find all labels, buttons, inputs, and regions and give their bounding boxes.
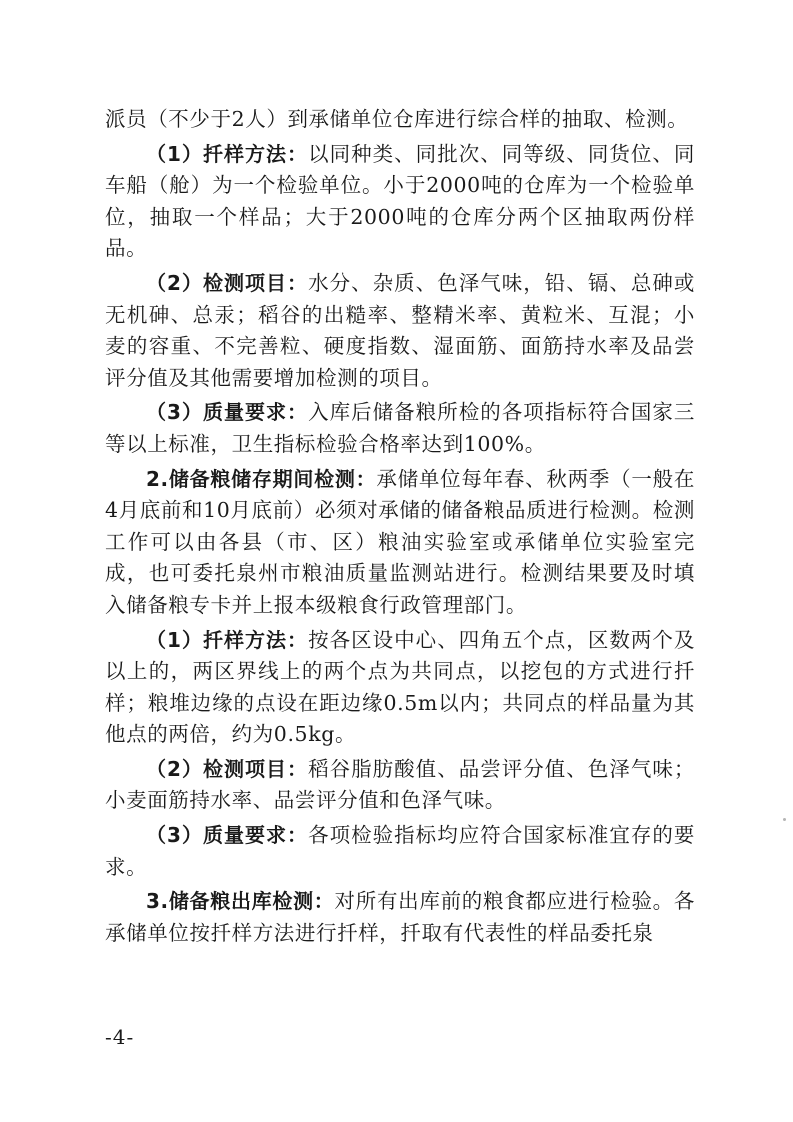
paragraph-text: 各项检验指标均应符合国家标准宜存的要求。 — [105, 823, 695, 879]
paragraph-lead: （3）质量要求： — [146, 400, 309, 425]
paragraph-3 — [105, 268, 695, 394]
paragraph-text: 对所有出库前的粮食都应进行检验。各承储单位按扦样方法进行扦样，扦取有代表性的样品委托泉 — [105, 889, 695, 945]
paragraph-6 — [105, 625, 695, 751]
paragraph-lead: （2）检测项目： — [146, 756, 309, 781]
paragraph-4 — [105, 397, 695, 460]
paragraph-lead: 3.储备粮出库检测： — [146, 889, 335, 914]
paragraph-text: 派员（不少于2人）到承储单位仓库进行综合样的抽取、检测。 — [105, 107, 689, 131]
page-number: -4- — [105, 1025, 135, 1049]
paragraph-text: 稻谷脂肪酸值、品尝评分值、色泽气味；小麦面筋持水率、品尝评分值和色泽气味。 — [105, 756, 695, 813]
paragraph-5 — [105, 464, 695, 622]
body-text — [105, 104, 695, 952]
paragraph-text: 按各区设中心、四角五个点，区数两个及以上的，两区界线上的两个点为共同点，以挖包的方式进行扦样；粮堆边缘的点设在距边缘0.5m以内；共同点的样品量为其他点的两倍，约为0.5kg。 — [105, 627, 695, 747]
paragraph-2 — [105, 139, 695, 265]
paragraph-lead: （2）检测项目： — [146, 270, 309, 295]
paragraph-lead: （3）质量要求： — [146, 823, 309, 848]
paragraph-text: 承储单位每年春、秋两季（一般在4月底前和10月底前）必须对承储的储备粮品质进行检测。检测工作可以由各县（市、区）粮油实验室或承储单位实验室完成，也可委托泉州市粮油质量监测站进行。检测结果要及时填入储备粮专卡并上报本级粮食行政管理部门。 — [105, 466, 696, 617]
paragraph-lead: 2.储备粮储存期间检测： — [146, 466, 377, 491]
paragraph-text: 水分、杂质、色泽气味，铅、镉、总砷或无机砷、总汞；稻谷的出糙率、整精米率、黄粒米、互混；小麦的容重、不完善粒、硬度指数、湿面筋、面筋持水率及品尝评分值及其他需要增加检测的项目。 — [105, 270, 695, 390]
paragraph-9 — [105, 886, 695, 949]
paragraph-text: 以同种类、同批次、同等级、同货位、同车船（舱）为一个检验单位。小于2000吨的仓库为一个检验单位，抽取一个样品；大于2000吨的仓库分两个区抽取两份样品。 — [105, 141, 695, 261]
scan-speck — [783, 818, 786, 821]
paragraph-lead: （1）扦样方法： — [146, 141, 309, 166]
paragraph-7 — [105, 754, 695, 817]
paragraph-8 — [105, 820, 695, 883]
paragraph-lead: （1）扦样方法： — [146, 627, 309, 652]
paragraph-1 — [105, 104, 695, 136]
paragraph-text: 入库后储备粮所检的各项指标符合国家三等以上标准，卫生指标检验合格率达到100%。 — [105, 400, 695, 456]
